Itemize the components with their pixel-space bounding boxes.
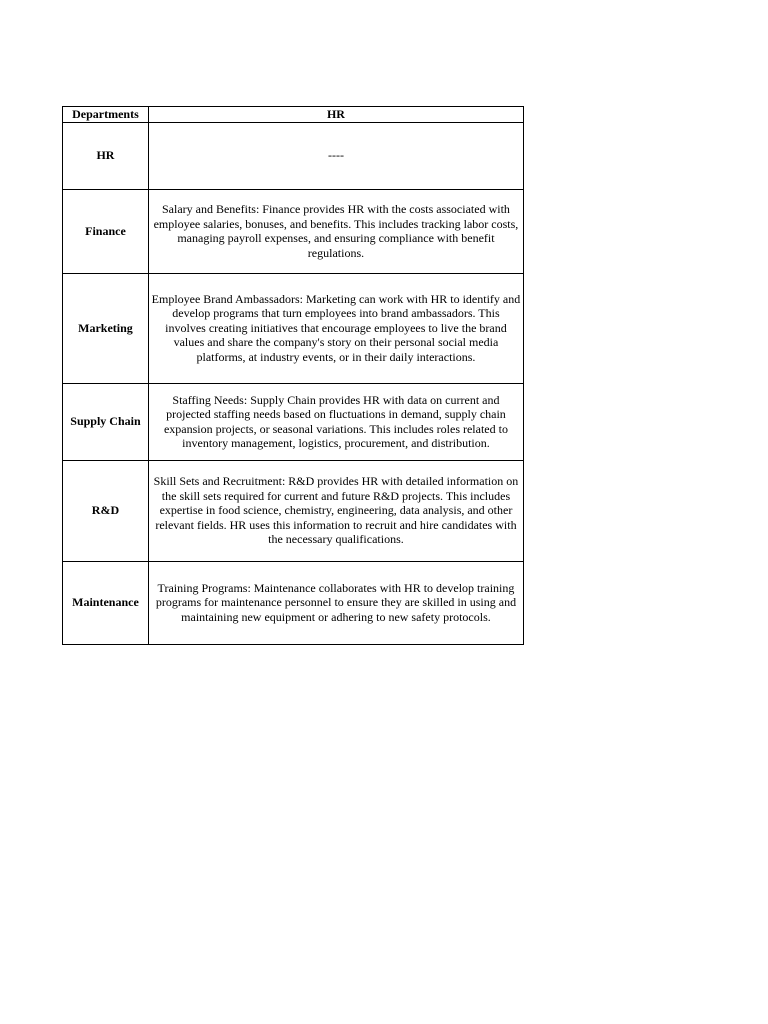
description-cell[interactable]: Employee Brand Ambassadors: Marketing can work with HR to identify and develop programs that turn employees into brand ambassadors. This involves creating initiatives that encourage employees to live the brand values and share the company's story on their personal social media platforms, at industry events, or in their daily interactions. (148, 273, 523, 383)
table-row-finance (63, 189, 524, 273)
table-row-marketing (63, 273, 524, 383)
table-header-row (63, 107, 524, 123)
department-cell[interactable]: Supply Chain (63, 383, 149, 460)
header-departments[interactable]: Departments (63, 107, 149, 123)
department-hr-table (62, 106, 524, 645)
description-cell[interactable]: Salary and Benefits: Finance provides HR with the costs associated with employee salaries, bonuses, and benefits. This includes tracking labor costs, managing payroll expenses, and ensuring compliance with benefit regulations. (148, 189, 523, 273)
description-cell[interactable]: Training Programs: Maintenance collaborates with HR to develop training programs for maintenance personnel to ensure they are skilled in using and maintaining new equipment or adhering to new safety protocols. (148, 561, 523, 644)
department-cell[interactable]: HR (63, 122, 149, 189)
department-cell[interactable]: Finance (63, 189, 149, 273)
department-cell[interactable]: Maintenance (63, 561, 149, 644)
department-cell[interactable]: Marketing (63, 273, 149, 383)
table-row-rnd (63, 460, 524, 561)
department-cell[interactable]: R&D (63, 460, 149, 561)
description-cell[interactable]: Skill Sets and Recruitment: R&D provides HR with detailed information on the skill sets required for current and future R&D projects. This includes expertise in food science, chemistry, engineering, data analysis, and other relevant fields. HR uses this information to recruit and hire candidates with the necessary qualifications. (148, 460, 523, 561)
table-row-supply-chain (63, 383, 524, 460)
table-row-hr (63, 122, 524, 189)
header-hr[interactable]: HR (148, 107, 523, 123)
description-cell[interactable]: Staffing Needs: Supply Chain provides HR with data on current and projected staffing needs based on fluctuations in demand, supply chain expansion projects, or seasonal variations. This includes roles related to inventory management, logistics, procurement, and distribution. (148, 383, 523, 460)
description-cell[interactable]: ---- (148, 122, 523, 189)
table-row-maintenance (63, 561, 524, 644)
